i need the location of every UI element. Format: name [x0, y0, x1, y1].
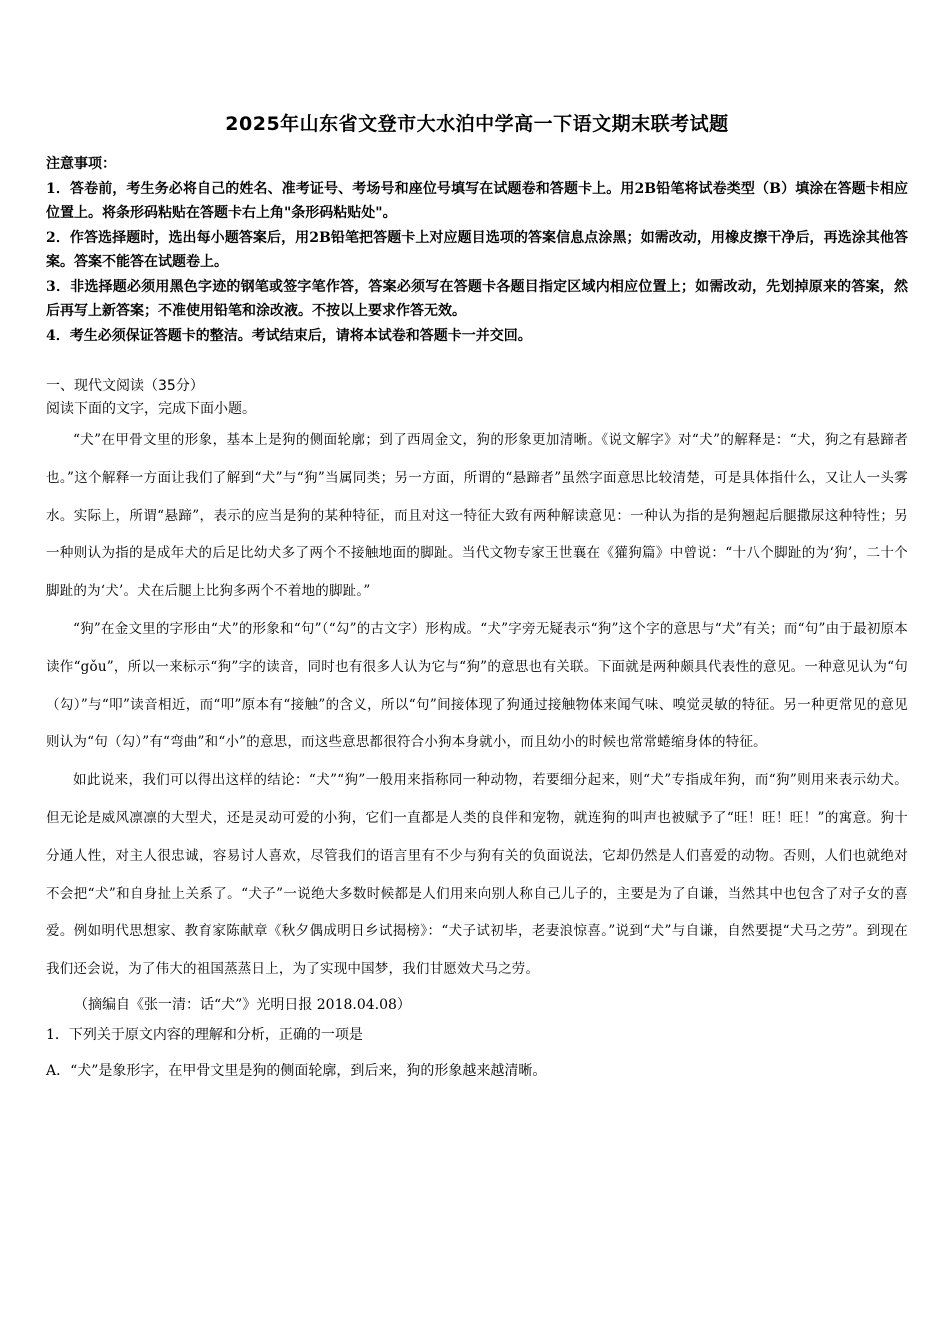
question-option-a: A．“犬”是象形字，在甲骨文里是狗的侧面轮廓，到后来，狗的形象越来越清晰。 — [46, 1062, 547, 1079]
reading-instruction: 阅读下面的文字，完成下面小题。 — [46, 401, 256, 417]
reading-passage — [46, 422, 908, 989]
passage-paragraph: 如此说来，我们可以得出这样的结论：“犬”“狗”一般用来指称同一种动物，若要细分起来，则“犬”专指成年狗，而“狗”则用来表示幼犬。但无论是威风凛凛的大型犬，还是灵动可爱的小狗，它们一直都是人类的良伴和宠物，就连狗的叫声也被赋予了“旺！旺！旺！”的寓意。狗十分通人性，对主人很忠诚，容易讨人喜欢，尽管我们的语言里有不少与狗有关的负面说法，它却仍然是人们喜爱的动物。否则，人们也就绝对不会把“犬”和自身扯上关系了。“犬子”一说绝大多数时候都是人们用来向别人称自己儿子的，主要是为了自谦，当然其中也包含了对子女的喜爱。例如明代思想家、教育家陈献章《秋夕偶成明日乡试揭榜》：“犬子试初毕，老妻浪惊喜。”说到“犬”与自谦，自然要提“犬马之劳”。到现在我们还会说，为了伟大的祖国蒸蒸日上，为了实现中国梦，我们甘愿效犬马之劳。 — [46, 772, 908, 978]
notice-section — [46, 152, 908, 348]
passage-paragraph: “犬”在甲骨文里的形象，基本上是狗的侧面轮廓；到了西周金文，狗的形象更加清晰。《说文解字》对“犬”的解释是：“犬，狗之有悬蹄者也。”这个解释一方面让我们了解到“犬”与“狗”当属同类；另一方面，所谓的“悬蹄者”虽然字面意思比较清楚，可是具体指什么，又让人一头雾水。实际上，所谓“悬蹄”，表示的应当是狗的某种特征，而且对这一特征大致有两种解读意见：一种认为指的是狗翘起后腿撒尿这种特性；另一种则认为指的是成年犬的后足比幼犬多了两个不接触地面的脚趾。当代文物专家王世襄在《獾狗篇》中曾说：“十八个脚趾的为‘狗’，二十个脚趾的为‘犬’。犬在后腿上比狗多两个不着地的脚趾。” — [46, 432, 908, 600]
notice-item: 1．答卷前，考生务必将自己的姓名、准考证号、考场号和座位号填写在试题卷和答题卡上。用2B铅笔将试卷类型（B）填涂在答题卡相应位置上。将条形码粘贴在答题卡右上角"条形码粘贴处"。 — [46, 180, 908, 221]
notice-item: 4．考生必须保证答题卡的整洁。考试结束后，请将本试卷和答题卡一并交回。 — [46, 327, 532, 344]
notice-item: 3．非选择题必须用黑色字迹的钢笔或签字笔作答，答案必须写在答题卡各题目指定区域内相应位置上；如需改动，先划掉原来的答案，然后再写上新答案；不准使用铅笔和涂改液。不按以上要求作答无效。 — [46, 278, 908, 319]
section-heading: 一、现代文阅读（35分） — [46, 378, 204, 394]
exam-title: 2025年山东省文登市大水泊中学高一下语文期末联考试题 — [225, 113, 729, 135]
passage-paragraph: “狗”在金文里的字形由“犬”的形象和“句”（“勾”的古文字）形构成。“犬”字旁无疑表示“狗”这个字的意思与“犬”有关；而“句”由于最初原本读作“gǒu”，所以一来标示“狗”字的读音，同时也有很多人认为它与“狗”的意思也有关联。下面就是两种颇具代表性的意见。一种意见认为“句（勾）”与“叩”读音相近，而“叩”原本有“接触”的含义，所以“句”间接体现了狗通过接触物体来闻气味、嗅觉灵敏的特征。另一种更常见的意见则认为“句（勾）”有“弯曲”和“小”的意思，而这些意思都很符合小狗本身就小，而且幼小的时候也常常蜷缩身体的特征。 — [46, 620, 908, 751]
exam-page — [46, 112, 908, 1089]
question-stem: 1．下列关于原文内容的理解和分析，正确的一项是 — [46, 1026, 363, 1043]
notice-heading: 注意事项： — [46, 156, 116, 172]
notice-item: 2．作答选择题时，选出每小题答案后，用2B铅笔把答题卡上对应题目选项的答案信息点涂黑；如需改动，用橡皮擦干净后，再选涂其他答案。答案不能答在试题卷上。 — [46, 229, 908, 270]
passage-source: （摘编自《张一清：话“犬”》光明日报 2018.04.08） — [74, 996, 411, 1013]
